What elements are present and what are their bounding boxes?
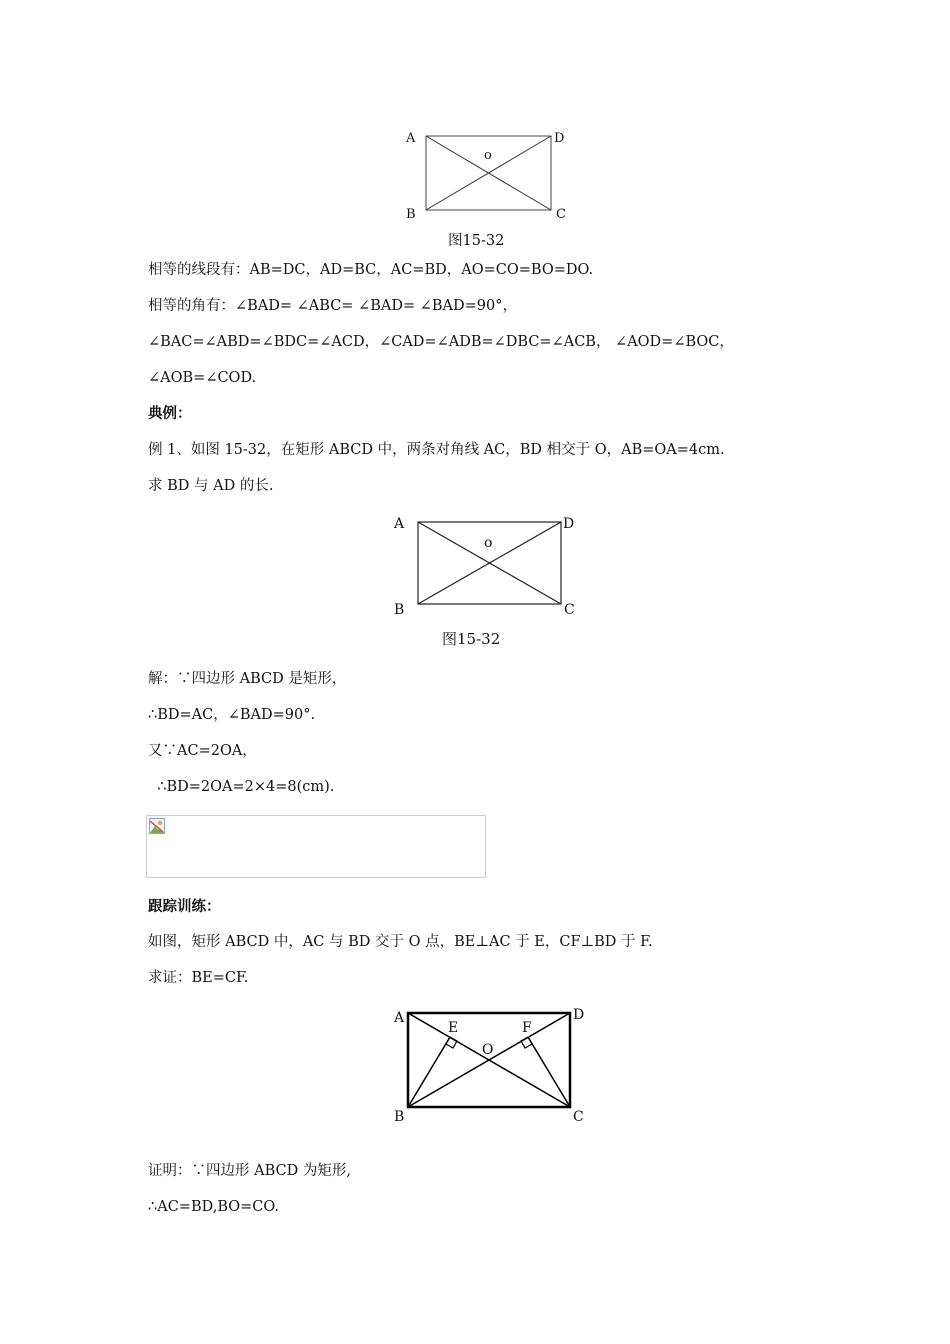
label-d: D [563, 516, 575, 532]
label-b: B [406, 207, 416, 222]
training-text-1: 如图，矩形 ABCD 中，AC 与 BD 交于 O 点，BE⊥AC 于 E，CF⊥BD 于 F. [148, 934, 653, 950]
label-e: E [448, 1020, 459, 1036]
equal-angles-text-3: ∠AOB=∠COD. [148, 370, 257, 386]
example-text-2: 求 BD 与 AD 的长. [148, 478, 274, 494]
label-c: C [573, 1109, 584, 1125]
figure-rectangle-3 [388, 1002, 593, 1127]
label-b: B [394, 602, 405, 618]
broken-image-icon [149, 818, 165, 834]
example-heading: 典例： [148, 406, 192, 422]
label-d: D [554, 131, 565, 146]
label-f: F [522, 1020, 532, 1036]
label-a: A [394, 516, 405, 532]
equal-segments-text: 相等的线段有：AB=DC，AD=BC，AC=BD，AO=CO=BO=DO. [148, 262, 594, 278]
solution-line-4: ∴BD=2OA=2×4=8(cm). [148, 779, 335, 795]
solution-line-2: ∴BD=AC，∠BAD=90°. [148, 707, 316, 723]
equal-angles-text-1: 相等的角有：∠BAD= ∠ABC= ∠BAD= ∠BAD=90°， [148, 298, 517, 314]
figure2-caption: 图15-32 [442, 630, 501, 648]
broken-image-placeholder [146, 815, 486, 878]
label-a: A [406, 131, 416, 146]
label-o: O [482, 1042, 494, 1058]
label-c: C [556, 207, 566, 222]
label-c: C [564, 602, 575, 618]
equal-angles-text-2: ∠BAC=∠ABD=∠BDC=∠ACD，∠CAD=∠ADB=∠DBC=∠ACB， ∠AOD=∠BOC， [148, 334, 734, 350]
proof-line-1: 证明：∵四边形 ABCD 为矩形, [148, 1163, 351, 1179]
figure-rectangle-1 [400, 125, 575, 225]
label-o: o [484, 148, 492, 163]
label-b: B [394, 1109, 405, 1125]
solution-line-3: 又∵AC=2OA， [148, 743, 257, 759]
figure-rectangle-2 [388, 510, 588, 625]
solution-line-1: 解：∵四边形 ABCD 是矩形， [148, 671, 347, 687]
label-a: A [394, 1010, 405, 1026]
training-heading: 跟踪训练： [148, 899, 221, 915]
figure1-caption: 图15-32 [448, 233, 505, 249]
example-text-1: 例 1、如图 15-32，在矩形 ABCD 中，两条对角线 AC，BD 相交于 O，AB=OA=4cm. [148, 442, 725, 458]
label-o: o [484, 535, 493, 551]
label-d: D [573, 1007, 585, 1023]
proof-line-2: ∴AC=BD,BO=CO. [148, 1199, 280, 1215]
training-text-2: 求证：BE=CF. [148, 970, 249, 986]
